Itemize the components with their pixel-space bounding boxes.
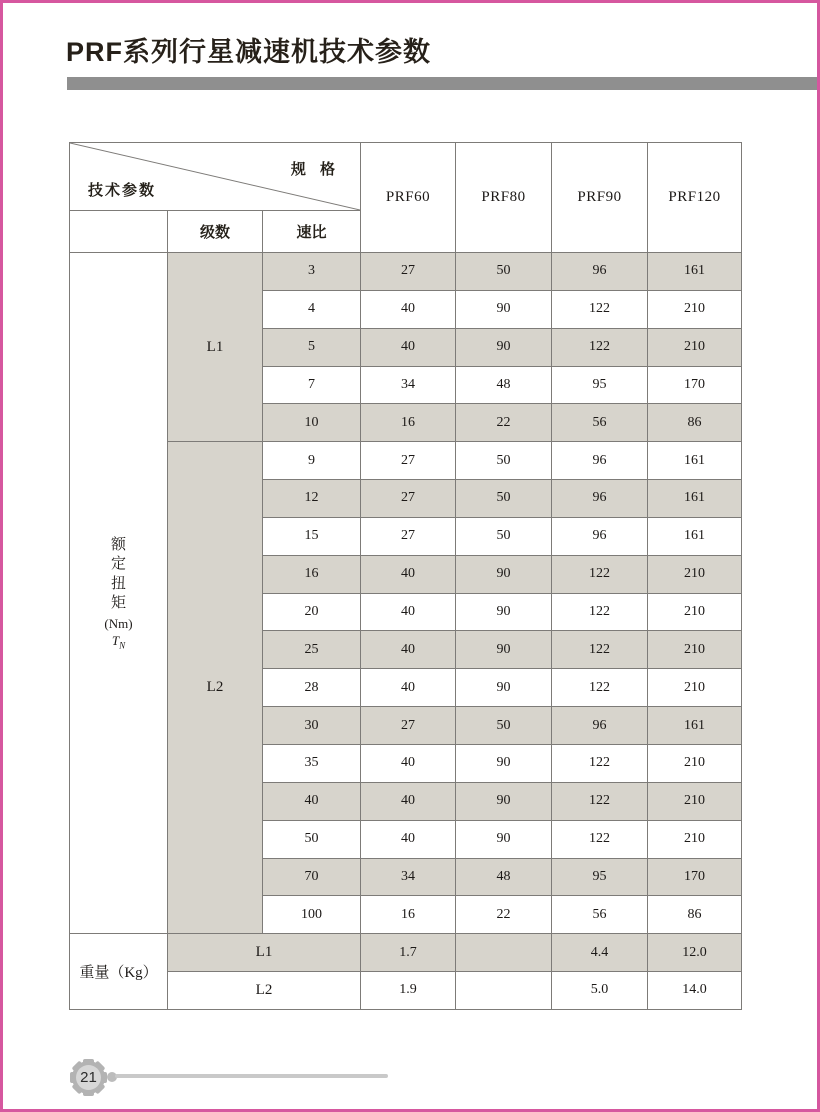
corner-label-spec: 规 格: [290, 161, 341, 178]
value-cell: 210: [648, 555, 742, 593]
value-cell: 50: [456, 442, 552, 480]
footer-rule: [115, 1074, 388, 1078]
value-cell: 40: [361, 669, 456, 707]
value-cell: 4.4: [552, 934, 648, 972]
value-cell: 95: [552, 366, 648, 404]
value-cell: 96: [552, 707, 648, 745]
torque-label-cell: [70, 253, 168, 934]
torque-symbol: $T_N$: [111, 632, 126, 651]
value-cell: 90: [456, 593, 552, 631]
ratio-cell: 3: [263, 253, 361, 291]
value-cell: 170: [648, 858, 742, 896]
torque-unit: (Nm): [104, 615, 133, 631]
ratio-cell: 5: [263, 328, 361, 366]
value-cell: 122: [552, 555, 648, 593]
value-cell: 86: [648, 404, 742, 442]
value-cell: 56: [552, 896, 648, 934]
value-cell: 22: [456, 404, 552, 442]
value-cell: 50: [456, 480, 552, 518]
value-cell: 122: [552, 820, 648, 858]
stage-cell-l2: L2: [168, 442, 263, 934]
value-cell: 40: [361, 555, 456, 593]
value-cell: 50: [456, 707, 552, 745]
value-cell: 14.0: [648, 972, 742, 1010]
value-cell: 5.0: [552, 972, 648, 1010]
value-cell: 210: [648, 631, 742, 669]
ratio-cell: 100: [263, 896, 361, 934]
value-cell: 50: [456, 517, 552, 555]
value-cell: 210: [648, 669, 742, 707]
value-cell: 210: [648, 820, 742, 858]
value-cell: 22: [456, 896, 552, 934]
value-cell: 161: [648, 480, 742, 518]
page-number: 21: [80, 1069, 97, 1086]
ratio-cell: 40: [263, 782, 361, 820]
value-cell: 95: [552, 858, 648, 896]
ratio-cell: 25: [263, 631, 361, 669]
value-cell: 12.0: [648, 934, 742, 972]
value-cell: 40: [361, 593, 456, 631]
value-cell: 90: [456, 744, 552, 782]
value-cell: 122: [552, 631, 648, 669]
ratio-cell: 35: [263, 744, 361, 782]
spec-table: [69, 142, 742, 1010]
torque-label-block: [70, 536, 167, 651]
value-cell: 96: [552, 253, 648, 291]
value-cell: 50: [456, 253, 552, 291]
value-cell: 86: [648, 896, 742, 934]
value-cell: 96: [552, 517, 648, 555]
value-cell: 96: [552, 480, 648, 518]
column-header-prf90: PRF90: [552, 143, 648, 253]
subheader-empty-cell: [70, 211, 168, 253]
value-cell: 34: [361, 858, 456, 896]
value-cell: 1.9: [361, 972, 456, 1010]
value-cell: 27: [361, 480, 456, 518]
ratio-cell: 28: [263, 669, 361, 707]
value-cell: 210: [648, 782, 742, 820]
value-cell: [456, 934, 552, 972]
column-header-prf60: PRF60: [361, 143, 456, 253]
ratio-cell: 10: [263, 404, 361, 442]
value-cell: 40: [361, 820, 456, 858]
value-cell: 122: [552, 328, 648, 366]
value-cell: 40: [361, 290, 456, 328]
value-cell: 40: [361, 631, 456, 669]
column-header-prf120: PRF120: [648, 143, 742, 253]
value-cell: 122: [552, 669, 648, 707]
value-cell: 161: [648, 517, 742, 555]
value-cell: 34: [361, 366, 456, 404]
value-cell: 90: [456, 290, 552, 328]
table-row: [70, 972, 742, 1010]
table-row: [70, 934, 742, 972]
corner-label-tech-params: 技术参数: [88, 182, 157, 199]
value-cell: 40: [361, 744, 456, 782]
value-cell: 27: [361, 707, 456, 745]
ratio-cell: 30: [263, 707, 361, 745]
value-cell: 170: [648, 366, 742, 404]
value-cell: 90: [456, 820, 552, 858]
value-cell: 122: [552, 593, 648, 631]
value-cell: 90: [456, 669, 552, 707]
gear-icon: [69, 1058, 108, 1097]
subheader-ratio: 速比: [263, 211, 361, 253]
value-cell: 16: [361, 404, 456, 442]
value-cell: 122: [552, 290, 648, 328]
value-cell: 161: [648, 442, 742, 480]
table-row: [70, 442, 742, 480]
value-cell: 27: [361, 517, 456, 555]
weight-stage-l1: L1: [168, 934, 361, 972]
value-cell: 96: [552, 442, 648, 480]
value-cell: 210: [648, 744, 742, 782]
ratio-cell: 16: [263, 555, 361, 593]
value-cell: 122: [552, 744, 648, 782]
diagonal-header-cell: [70, 143, 361, 211]
ratio-cell: 20: [263, 593, 361, 631]
title-underline-bar: [67, 77, 817, 90]
ratio-cell: 7: [263, 366, 361, 404]
weight-stage-l2: L2: [168, 972, 361, 1010]
value-cell: [456, 972, 552, 1010]
value-cell: 210: [648, 328, 742, 366]
value-cell: 90: [456, 555, 552, 593]
column-header-prf80: PRF80: [456, 143, 552, 253]
value-cell: 90: [456, 328, 552, 366]
table-row: [70, 253, 742, 291]
value-cell: 16: [361, 896, 456, 934]
value-cell: 27: [361, 253, 456, 291]
table-header-row: [70, 143, 742, 211]
value-cell: 1.7: [361, 934, 456, 972]
value-cell: 40: [361, 328, 456, 366]
value-cell: 56: [552, 404, 648, 442]
value-cell: 90: [456, 782, 552, 820]
ratio-cell: 9: [263, 442, 361, 480]
torque-label: 额定扭矩: [110, 536, 126, 612]
value-cell: 210: [648, 593, 742, 631]
value-cell: 48: [456, 858, 552, 896]
ratio-cell: 15: [263, 517, 361, 555]
value-cell: 48: [456, 366, 552, 404]
ratio-cell: 70: [263, 858, 361, 896]
ratio-cell: 12: [263, 480, 361, 518]
value-cell: 27: [361, 442, 456, 480]
stage-cell-l1: L1: [168, 253, 263, 442]
ratio-cell: 4: [263, 290, 361, 328]
weight-label-cell: 重量（Kg）: [70, 934, 168, 1010]
value-cell: 210: [648, 290, 742, 328]
ratio-cell: 50: [263, 820, 361, 858]
subheader-stage: 级数: [168, 211, 263, 253]
value-cell: 122: [552, 782, 648, 820]
page-title: PRF系列行星减速机技术参数: [66, 37, 431, 67]
value-cell: 161: [648, 253, 742, 291]
value-cell: 161: [648, 707, 742, 745]
value-cell: 40: [361, 782, 456, 820]
value-cell: 90: [456, 631, 552, 669]
